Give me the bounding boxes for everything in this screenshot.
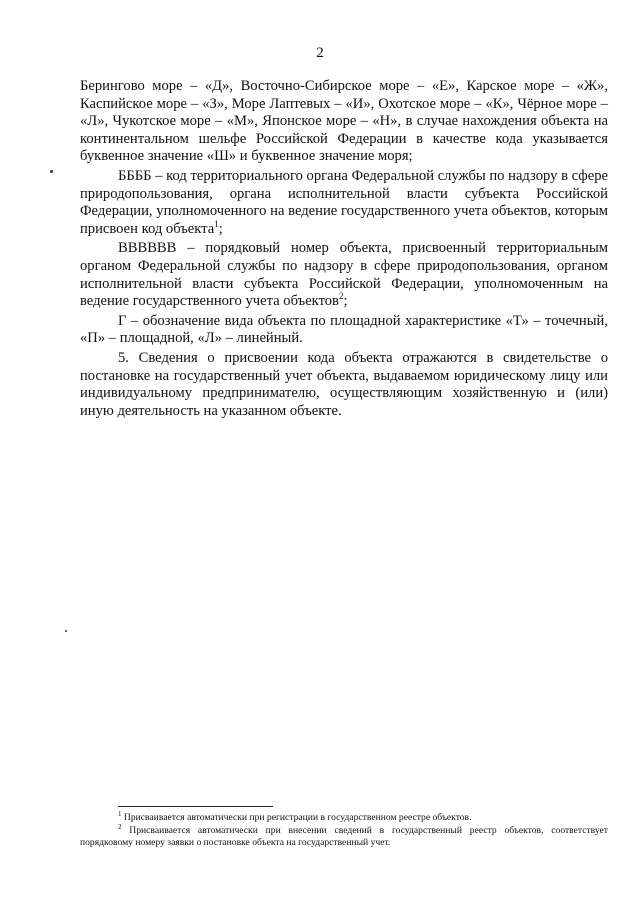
page-number: 2 (316, 45, 324, 61)
footnote-1 (80, 809, 608, 825)
body-text (80, 78, 608, 422)
paragraph-text: ББББ – код территориального органа Федеральной службы по надзору в сфере природопользования, органа исполнительной власти субъекта Российской Федерации, уполномоченного на ведение государственного учета объектов, которым присвоен код объекта (80, 167, 608, 237)
paragraph-text: Берингово море – «Д», Восточно-Сибирское море – «Е», Карское море – «Ж», Каспийское море – «З», Море Лаптевых – «И», Охотское море – «К», Чёрное море – «Л», Чукотское море – «М», Японское море – «Н», в случае нахождения объекта на континентальном шельфе Российской Федерации в качестве кода указывается буквенное значение «Ш» и буквенное значение моря; (80, 78, 608, 165)
paragraph-seas (80, 78, 608, 166)
scan-speck (50, 170, 53, 173)
footnote-marker: 2 (118, 822, 122, 831)
footnote-ref: 1 (214, 218, 219, 229)
footnote-text: Присваивается автоматически при регистрации в государственном реестре объектов. (123, 812, 472, 823)
paragraph-text: 5. Сведения о присвоении кода объекта отражаются в свидетельстве о постановке на государственный учет объекта, выдаваемом юридическому лицу или индивидуальному предпринимателю, осуществляющим хозяйственную и (или) иную деятельность на указанном объекте. (80, 349, 608, 419)
footnotes (80, 809, 608, 850)
footnote-2 (80, 822, 608, 850)
scan-speck (65, 630, 67, 632)
paragraph-serial-number (80, 240, 608, 310)
paragraph-point-5 (80, 350, 608, 420)
paragraph-text: ВВВВВВ – порядковый номер объекта, присвоенный территориальным органом Федеральной службы по надзору в сфере природопользования, органом исполнительной власти субъекта Российской Федерации, уполномоченным на ведение государственного учета объектов (80, 240, 608, 310)
footnote-marker: 1 (118, 809, 122, 818)
footnote-text: Присваивается автоматически при внесении сведений в государственный реестр объектов, соответствует порядковому номеру заявки о постановке объекта на государственный учет. (80, 824, 608, 848)
footnote-divider (118, 806, 273, 807)
paragraph-object-type (80, 313, 608, 348)
paragraph-ending: ; (218, 220, 223, 237)
paragraph-ending: ; (343, 293, 348, 310)
footnote-ref: 2 (338, 291, 344, 302)
paragraph-text: Г – обозначение вида объекта по площадной характеристике «Т» – точечный, «П» – площадной, «Л» – линейный. (80, 312, 608, 347)
paragraph-territorial-code (80, 168, 608, 238)
